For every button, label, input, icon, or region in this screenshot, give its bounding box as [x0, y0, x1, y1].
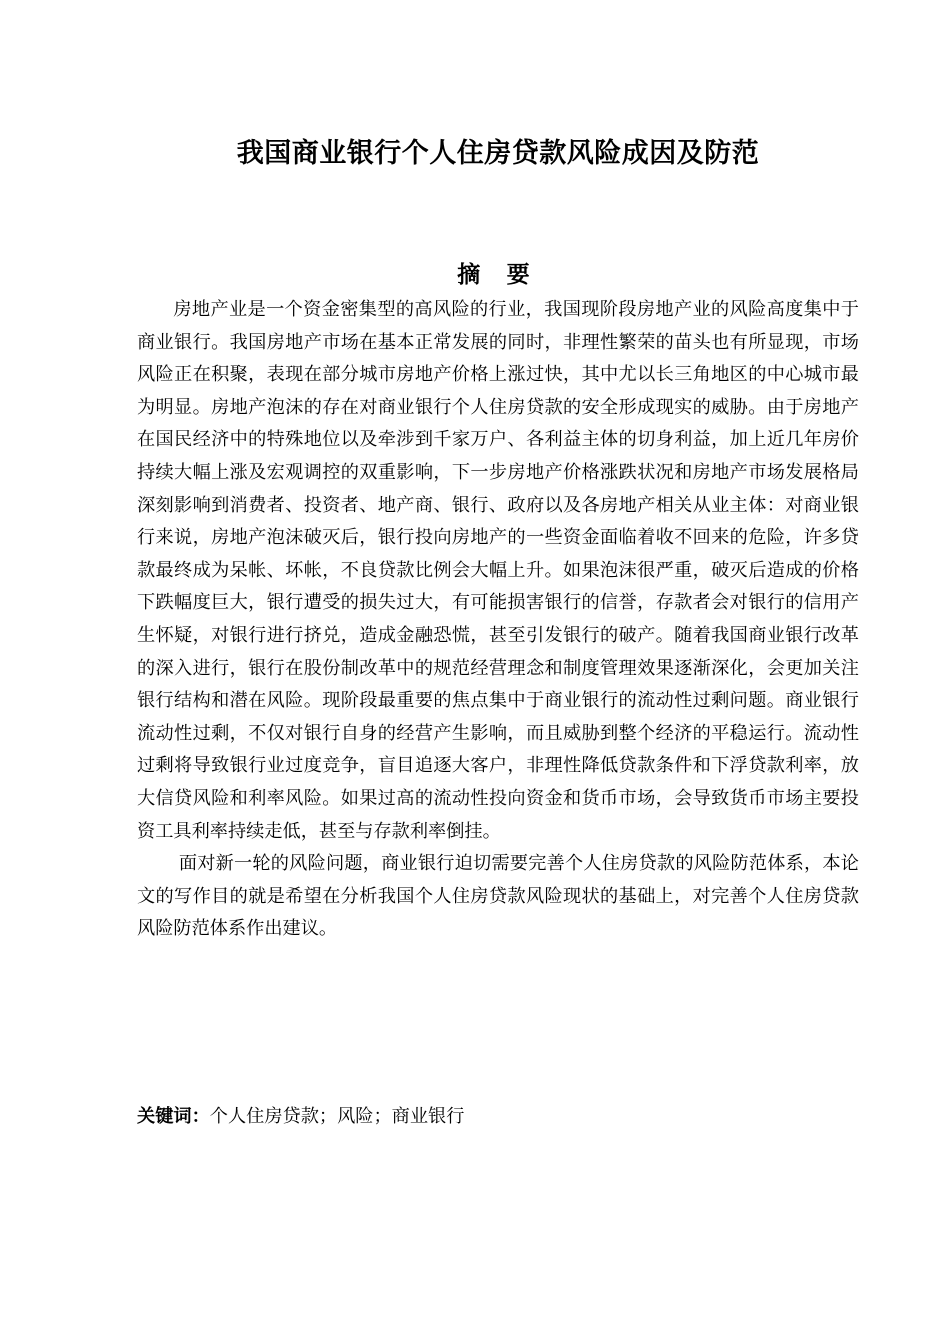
document-title: 我国商业银行个人住房贷款风险成因及防范 — [236, 138, 760, 169]
abstract-heading: 摘 要 — [457, 262, 539, 288]
abstract-paragraph: 房地产业是一个资金密集型的高风险的行业，我国现阶段房地产业的风险高度集中于商业银行。我国房地产市场在基本正常发展的同时，非理性繁荣的苗头也有所显现，市场风险正在积聚，表现在部分城市房地产价格上涨过快，其中尤以长三角地区的中心城市最为明显。房地产泡沫的存在对商业银行个人住房贷款的安全形成现实的威胁。由于房地产在国民经济中的特殊地位以及牵涉到千家万户、各利益主体的切身利益，加上近几年房价持续大幅上涨及宏观调控的双重影响，下一步房地产价格涨跌状况和房地产市场发展格局深刻影响到消费者、投资者、地产商、银行、政府以及各房地产相关从业主体：对商业银行来说，房地产泡沫破灭后，银行投向房地产的一些资金面临着收不回来的危险，许多贷款最终成为呆帐、坏帐，不良贷款比例会大幅上升。如果泡沫很严重，破灭后造成的价格下跌幅度巨大，银行遭受的损失过大，有可能损害银行的信誉，存款者会对银行的信用产生怀疑，对银行进行挤兑，造成金融恐慌，甚至引发银行的破产。随着我国商业银行改革的深入进行，银行在股份制改革中的规范经营理念和制度管理效果逐渐深化，会更加关注银行结构和潜在风险。现阶段最重要的焦点集中于商业银行的流动性过剩问题。商业银行流动性过剩，不仅对银行自身的经营产生影响，而且威胁到整个经济的平稳运行。流动性过剩将导致银行业过度竞争，盲目追逐大客户，非理性降低贷款条件和下浮贷款利率，放大信贷风险和利率风险。如果过高的流动性投向资金和货币市场，会导致货币市场主要投资工具利率持续走低，甚至与存款利率倒挂。 — [137, 299, 859, 842]
keywords-text: 个人住房贷款；风险；商业银行 — [209, 1106, 465, 1127]
keywords-label: 关键词： — [137, 1106, 210, 1127]
keywords-line — [137, 1100, 859, 1134]
abstract-paragraph: 面对新一轮的风险问题，商业银行迫切需要完善个人住房贷款的风险防范体系，本论文的写作目的就是希望在分析我国个人住房贷款风险现状的基础上，对完善个人住房贷款风险防范体系作出建议。 — [137, 853, 859, 940]
abstract-body — [137, 294, 859, 946]
